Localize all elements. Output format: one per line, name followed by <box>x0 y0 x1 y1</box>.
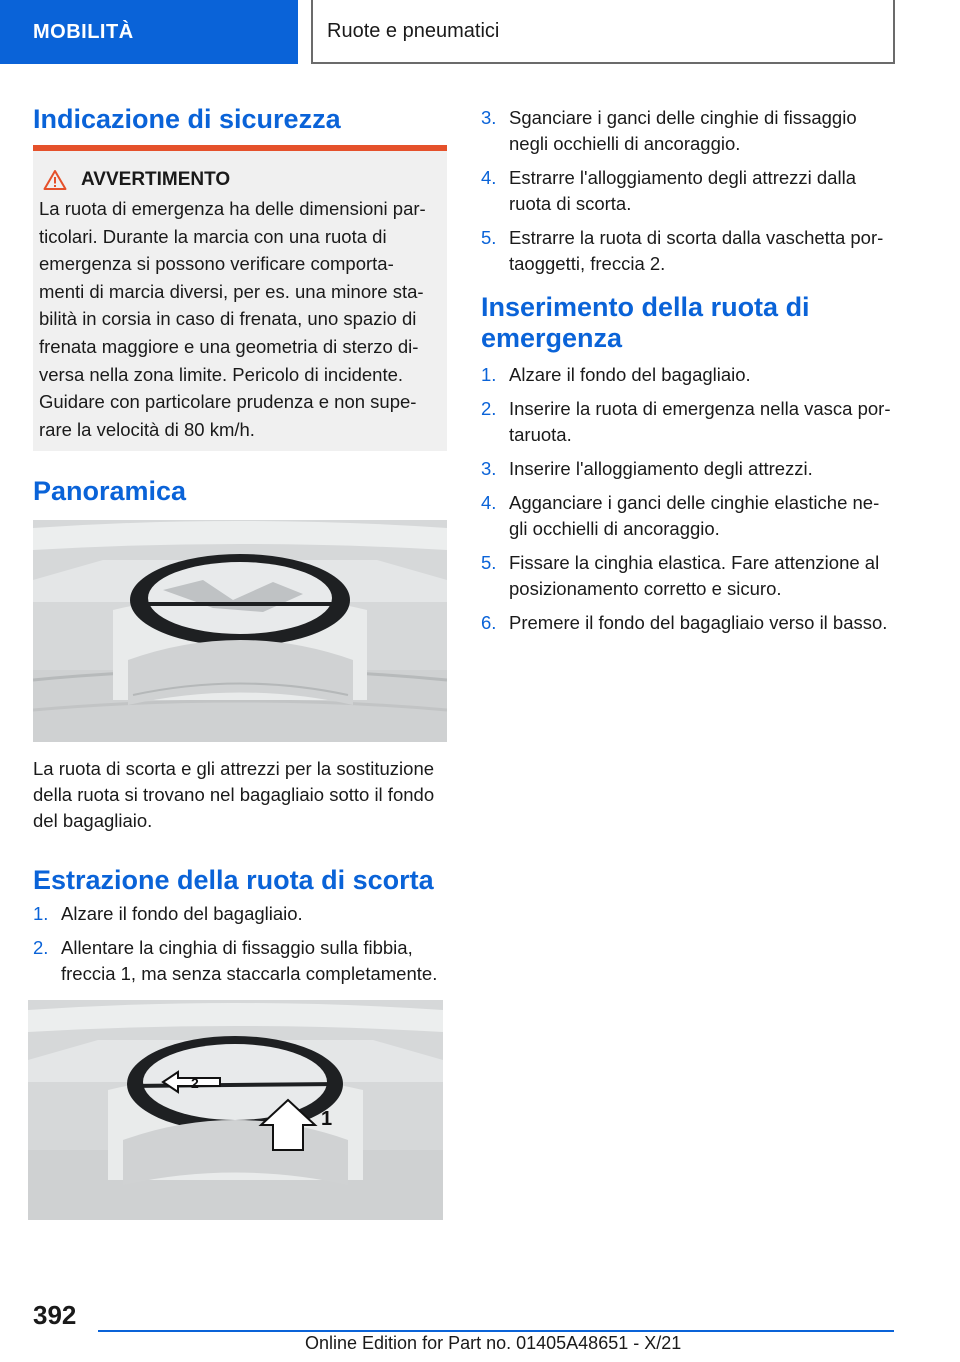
removal-steps-cont-list <box>481 105 911 285</box>
warning-box <box>33 145 447 451</box>
step-item <box>481 225 911 277</box>
step-item <box>481 362 911 388</box>
step-text-line: Inserire la ruota di emergenza nella vasca por- <box>509 398 891 419</box>
step-item <box>481 165 911 217</box>
step-number: 5. <box>481 552 497 573</box>
step-text-line: posizionamento corretto e sicuro. <box>509 578 782 599</box>
step-number: 3. <box>481 107 497 128</box>
step-text-line: ruota di scorta. <box>509 193 632 214</box>
step-item <box>33 935 453 987</box>
warning-line: emergenza si possono verificare comporta- <box>39 253 394 275</box>
step-item <box>481 105 911 157</box>
step-item <box>33 901 453 927</box>
step-item <box>481 610 911 636</box>
step-text-line: Alzare il fondo del bagagliaio. <box>61 903 303 924</box>
overview-text <box>33 756 453 834</box>
warning-line: menti di marcia diversi, per es. una minore sta- <box>39 280 424 302</box>
step-number: 1. <box>481 364 497 385</box>
warning-line: ticolari. Durante la marcia con una ruota di <box>39 225 387 247</box>
step-text-line: Estrarre l'alloggiamento degli attrezzi dalla <box>509 167 856 188</box>
warning-line: frenata maggiore e una geometria di sterzo di- <box>39 335 419 357</box>
step-number: 2. <box>481 398 497 419</box>
step-text-line: Estrarre la ruota di scorta dalla vaschetta por- <box>509 227 884 248</box>
step-text-line: Agganciare i ganci delle cinghie elastiche ne- <box>509 492 880 513</box>
step-text-line: Alzare il fondo del bagagliaio. <box>509 364 751 385</box>
step-text-line: negli occhielli di ancoraggio. <box>509 133 741 154</box>
chapter-label: Ruote e pneumatici <box>327 19 500 42</box>
arrow-2-label: 2 <box>191 1075 199 1091</box>
step-number: 3. <box>481 458 497 479</box>
removal-steps-list <box>33 901 453 995</box>
step-text-line: freccia 1, ma senza staccarla completamente. <box>61 963 438 984</box>
step-item <box>481 456 911 482</box>
step-number: 6. <box>481 612 497 633</box>
overview-line: La ruota di scorta e gli attrezzi per la sostituzione <box>33 758 435 779</box>
step-item <box>481 490 911 542</box>
edition-footer: Online Edition for Part no. 01405A48651 - X/21 <box>305 1333 682 1353</box>
spare-wheel-removal-figure <box>28 1000 443 1220</box>
warning-line: La ruota di emergenza ha delle dimensioni par- <box>39 198 426 219</box>
step-text-line: taruota. <box>509 424 572 445</box>
warning-title: AVVERTIMENTO <box>81 169 231 190</box>
insert-heading-line: Inserimento della ruota di <box>481 292 810 322</box>
spare-wheel-overview-figure <box>33 520 447 742</box>
section-label: MOBILITÀ <box>33 20 134 43</box>
overview-heading: Panoramica <box>33 476 187 506</box>
step-text-line: gli occhielli di ancoraggio. <box>509 518 720 539</box>
warning-title-row <box>43 169 431 191</box>
trunk-illustration <box>33 520 447 742</box>
step-text-line: Fissare la cinghia elastica. Fare attenzione al <box>509 552 880 573</box>
step-number: 5. <box>481 227 497 248</box>
overview-line: della ruota si trovano nel bagagliaio sotto il fondo <box>33 784 435 805</box>
footer-rule <box>98 1330 894 1332</box>
insert-steps-list <box>481 362 911 644</box>
warning-text <box>39 195 431 443</box>
step-item <box>481 396 911 448</box>
overview-line: del bagagliaio. <box>33 810 153 831</box>
insert-heading <box>481 292 901 354</box>
removal-heading: Estrazione della ruota di scorta <box>33 865 434 895</box>
step-item <box>481 550 911 602</box>
step-number: 2. <box>33 937 49 958</box>
step-number: 4. <box>481 167 497 188</box>
warning-line: Guidare con particolare prudenza e non supe- <box>39 391 417 413</box>
step-text-line: Inserire l'alloggiamento degli attrezzi. <box>509 458 813 479</box>
page-number: 392 <box>33 1300 77 1330</box>
warning-line: bilità in corsia in caso di frenata, uno spazio di <box>39 308 417 330</box>
arrow-1-label: 1 <box>321 1108 333 1130</box>
step-text-line: Sganciare i ganci delle cinghie di fissaggio <box>509 107 857 128</box>
insert-heading-line: emergenza <box>481 323 623 353</box>
step-text-line: taoggetti, freccia 2. <box>509 253 666 274</box>
warning-triangle-icon <box>43 169 67 191</box>
safety-heading: Indicazione di sicurezza <box>33 104 341 134</box>
trunk-removal-illustration <box>28 1000 443 1220</box>
warning-line: rare la velocità di 80 km/h. <box>39 418 255 440</box>
section-tab <box>0 0 298 64</box>
chapter-tab <box>311 0 895 64</box>
warning-line: versa nella zona limite. Pericolo di incidente. <box>39 363 404 385</box>
step-text-line: Premere il fondo del bagagliaio verso il basso. <box>509 612 888 633</box>
step-number: 1. <box>33 903 49 924</box>
step-number: 4. <box>481 492 497 513</box>
step-text-line: Allentare la cinghia di fissaggio sulla fibbia, <box>61 937 413 958</box>
